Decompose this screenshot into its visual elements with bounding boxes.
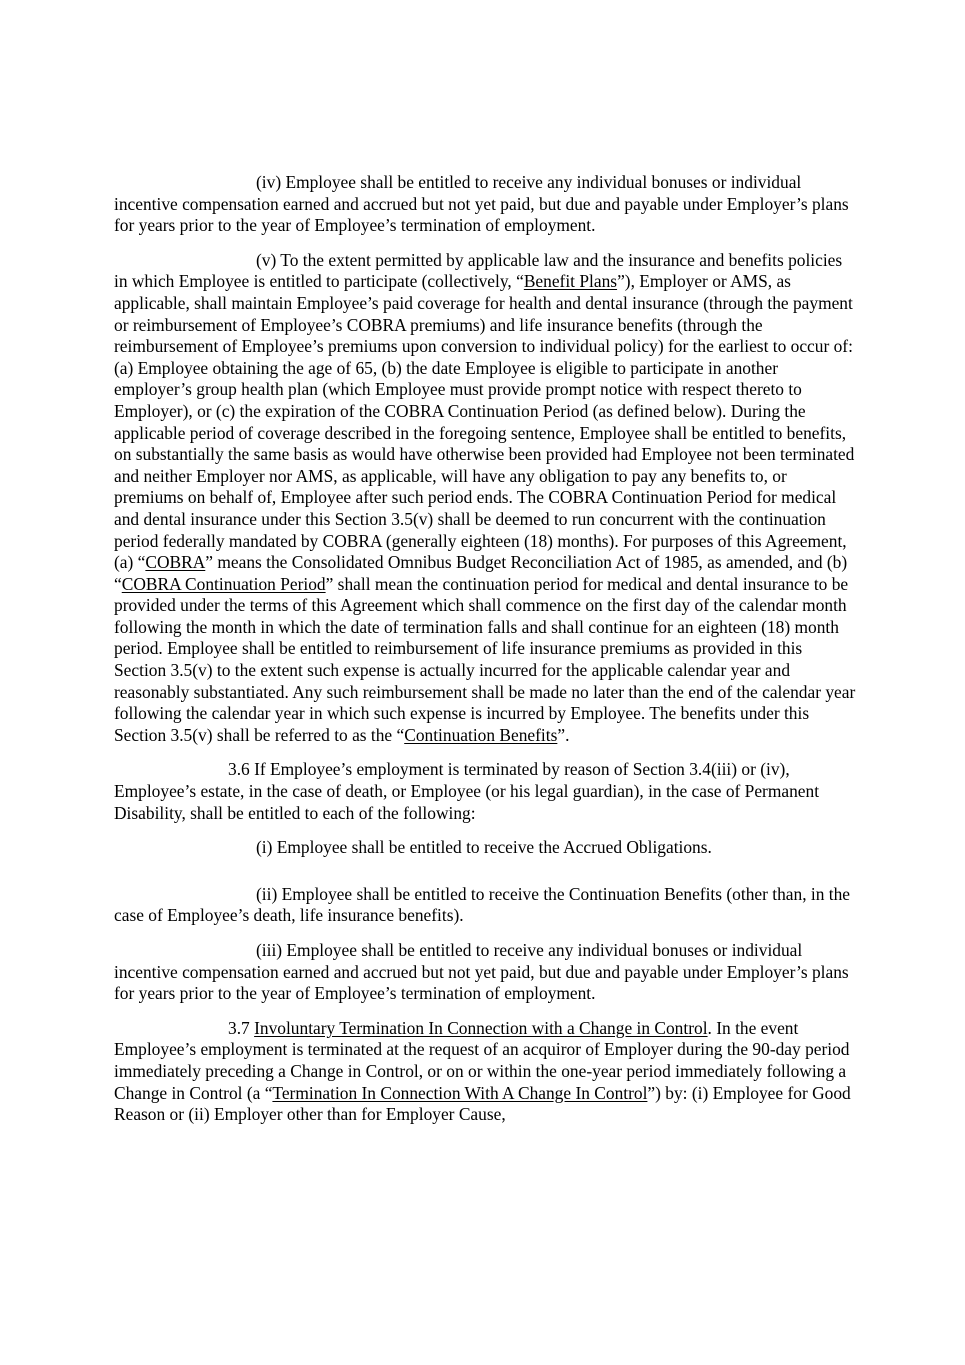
defined-term-cobra-continuation-period: COBRA Continuation Period [121,573,326,594]
defined-term-benefit-plans: Benefit Plans [523,271,618,292]
defined-term-termination-change-in-control: Termination In Connection With A Change In Control [272,1082,648,1103]
paragraph-3-6-i: (i) Employee shall be entitled to receive the Accrued Obligations. [256,837,712,858]
paragraph-3-6: 3.6 If Employee’s employment is terminated by reason of Section 3.4(iii) or (iv), Employee’s estate, in the case of death, or Employee (or his legal guardian), in the case of Permanent Disability, shall be entitled to each of the following: [114,759,820,823]
paragraph-3-7: 3.7 Involuntary Termination In Connection with a Change in Control. In the event Employee’s employment is terminated at the request of an acquiror of Employer during the 90-day period immediately preceding a Change in Control, or on or within the one-year period immediately following a Change in Control (a “Termination In Connection With A Change In Control”) by: (i) Employee for Good Reason or (ii) Employer other than for Employer Cause, [114,1017,851,1125]
document-body [114,172,856,1139]
defined-term-cobra: COBRA [145,552,206,573]
defined-term-continuation-benefits: Continuation Benefits [404,724,558,745]
paragraph-3-5-v: (v) To the extent permitted by applicable law and the insurance and benefits policies in which Employee is entitled to participate (collectively, “Benefit Plans”), Employer or AMS, as applicable, shall maintain Employee’s paid coverage for health and dental insurance (through the payment or reimbursement of Employee’s COBRA premiums) and life insurance benefits (through the reimbursement of Employee’s premiums upon conversion to individual policy) for the earliest to occur of: (a) Employee obtaining the age of 65, (b) the date Employee is eligible to participate in another employer’s group health plan (which Employee must provide prompt notice with respect thereto to Employer), or (c) the expiration of the COBRA Continuation Period (as defined below). During the applicable period of coverage described in the foregoing sentence, Employee shall be entitled to benefits, on substantially the same basis as would have otherwise been provided had Employee not been terminated and neither Employer nor AMS, as applicable, will have any obligation to pay any benefits to, or premiums on behalf of, Employee after such period ends. The COBRA Continuation Period for medical and dental insurance under this Section 3.5(v) shall be deemed to run concurrent with the continuation period federally mandated by COBRA (generally eighteen (18) months). For purposes of this Agreement, (a) “COBRA” means the Consolidated Omnibus Budget Reconciliation Act of 1985, as amended, and (b) “COBRA Continuation Period” shall mean the continuation period for medical and dental insurance to be provided under the terms of this Agreement which shall commence on the first day of the calendar month following the month in which the date of termination falls and shall continue for an eighteen (18) month period. Employee shall be entitled to reimbursement of life insurance premiums as provided in this Section 3.5(v) to the extent such expense is actually incurred for the applicable calendar year and reasonably substantiated. Any such reimbursement shall be made no later than the end of the calendar year following the calendar year in which such expense is incurred by Employee. The benefits under this Section 3.5(v) shall be referred to as the “Continuation Benefits”. [114,249,856,745]
paragraph-3-6-iii: (iii) Employee shall be entitled to receive any individual bonuses or individual incentive compensation earned and accrued but not yet paid, but due and payable under Employer’s plans for years prior to the year of Employee’s termination of employment. [114,940,849,1004]
section-heading-3-7: Involuntary Termination In Connection with a Change in Control [254,1017,708,1038]
paragraph-3-6-ii: (ii) Employee shall be entitled to receive the Continuation Benefits (other than, in the case of Employee’s death, life insurance benefits). [114,883,851,926]
paragraph-3-5-iv: (iv) Employee shall be entitled to receive any individual bonuses or individual incentive compensation earned and accrued but not yet paid, but due and payable under Employer’s plans for years prior to the year of Employee’s termination of employment. [114,172,849,236]
